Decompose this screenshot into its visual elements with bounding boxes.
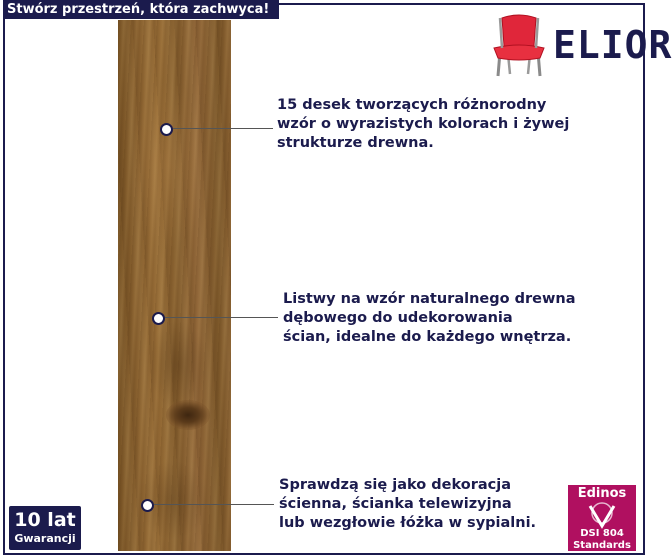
callout-line xyxy=(173,128,273,129)
warranty-label: Gwarancji xyxy=(14,532,76,545)
callout-line-text: ścienna, ścianka telewizyjna xyxy=(279,496,512,512)
certificate-badge xyxy=(568,485,636,551)
warranty-badge xyxy=(9,506,81,550)
callout-line xyxy=(165,317,278,318)
callout-marker xyxy=(160,123,173,136)
callout-text-2 xyxy=(283,290,576,347)
callout-text-3 xyxy=(279,476,536,533)
headline-banner xyxy=(3,0,279,19)
headline-text: Stwórz przestrzeń, która zachwyca! xyxy=(7,2,270,17)
callout-line-text: Listwy na wzór naturalnego drewna xyxy=(283,291,576,307)
callout-text-1 xyxy=(277,96,569,153)
callout-line-text: Sprawdzą się jako dekoracja xyxy=(279,477,512,493)
callout-line-text: strukturze drewna. xyxy=(277,135,434,151)
warranty-years: 10 lat xyxy=(14,509,76,531)
chair-icon xyxy=(488,12,550,78)
callout-line-text: ścian, idealne do każdego wnętrza. xyxy=(283,329,572,345)
certificate-label: Standards xyxy=(573,540,631,551)
callout-marker xyxy=(152,312,165,325)
wood-knot xyxy=(148,320,208,410)
callout-line-text: wzór o wyrazistych kolorach i żywej xyxy=(277,116,570,132)
brand-logo: ELIOR xyxy=(553,23,672,67)
check-mark-icon xyxy=(568,502,636,528)
callout-line xyxy=(154,504,274,505)
callout-marker xyxy=(141,499,154,512)
wood-grain-shade xyxy=(128,80,208,250)
page-frame xyxy=(3,3,645,555)
callout-line-text: lub wezgłowie łóżka w sypialni. xyxy=(279,515,537,531)
certificate-brand: Edinos xyxy=(577,486,627,501)
callout-line-text: dębowego do udekorowania xyxy=(283,310,513,326)
callout-line-text: 15 desek tworzących różnorodny xyxy=(277,97,547,113)
certificate-code: DSI 804 xyxy=(580,528,624,539)
wood-plank-image xyxy=(118,20,231,551)
